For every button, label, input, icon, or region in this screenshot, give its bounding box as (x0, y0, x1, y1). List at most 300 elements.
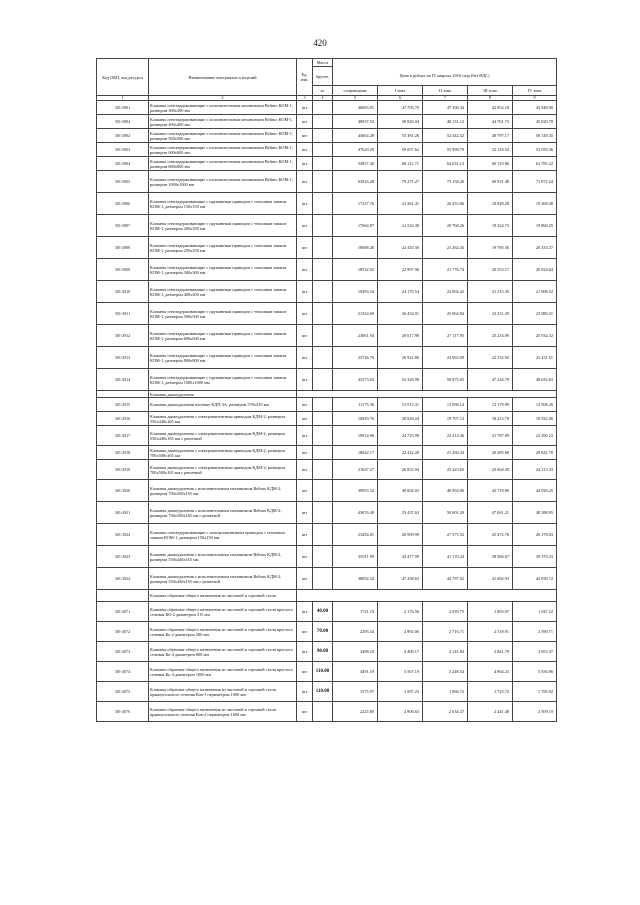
item-name: Клапаны обратные общего назначения из листовой и сортовой стали прямоугольного сечения Ков-1 периметром 1000 мм (149, 682, 297, 702)
item-mass (313, 412, 333, 426)
item-name: Клапаны дымоудаления с электромагнитным приводом КДМ-2, размером 700х500х165 мм с решеткой (149, 460, 297, 480)
price-zone1: 5 567.19 (378, 662, 423, 682)
price-zone2: 52 442.32 (423, 129, 468, 143)
price-zone2: 2 634.47 (423, 702, 468, 722)
price-zone4: 19 860.25 (513, 215, 557, 237)
price-zone2: 21 776.74 (423, 259, 468, 281)
resource-code: 301-2920 (97, 480, 149, 502)
table-row (97, 398, 557, 412)
header-mass-mid: брутто, (313, 67, 333, 86)
price-zone1: 2 892.06 (378, 622, 423, 642)
price-base: 54957.40 (333, 157, 378, 171)
price-base: 3496.18 (333, 642, 378, 662)
table-row (97, 143, 557, 157)
item-name: Клапаны огнезадерживающие с пружинным приводом с тепловым замком КОМ-1, размером 200х200 мм (149, 215, 297, 237)
section-code-cell (97, 590, 149, 602)
price-zone3: 25 233.09 (468, 325, 513, 347)
item-unit: шт (297, 546, 313, 568)
price-zone1: 38 820.04 (378, 115, 423, 129)
price-zone3: 21 787.09 (468, 426, 513, 446)
resource-code: 301-2923 (97, 546, 149, 568)
table-row (97, 115, 557, 129)
price-zone4: 20 333.37 (513, 237, 557, 259)
price-zone4: 1 785.92 (513, 682, 557, 702)
item-name: Клапаны огнезадерживающие с исполнительным механизмом Belimo КОМ-1, размером 600х600 мм (149, 143, 297, 157)
column-number: 3 (297, 96, 313, 101)
item-mass (313, 259, 333, 281)
resource-code: 301-2910 (97, 281, 149, 303)
price-zone2: 50 601.29 (423, 502, 468, 524)
item-mass (313, 325, 333, 347)
price-zone3: 69 931.48 (468, 171, 513, 193)
price-zone2: 13 096.14 (423, 398, 468, 412)
price-zone1: 22 997.96 (378, 259, 423, 281)
price-base: 21637.27 (333, 460, 378, 480)
price-zone4: 56 149.35 (513, 129, 557, 143)
price-zone2: 21 262.43 (423, 237, 468, 259)
price-zone4: 2 509.19 (513, 702, 557, 722)
item-mass (313, 460, 333, 480)
price-zone4: 45 020.78 (513, 115, 557, 129)
item-unit: шт (297, 682, 313, 702)
price-zone1: 68 211.71 (378, 157, 423, 171)
price-zone1: 26 454.91 (378, 303, 423, 325)
item-mass (313, 101, 333, 115)
item-name: Клапаны огнезадерживающие с исполнительным механизмом Belimo КОМ-1, размером 1000х1000 мм (149, 171, 297, 193)
item-mass (313, 193, 333, 215)
price-zone1: 49 602.03 (378, 480, 423, 502)
price-zone4: 61 785.22 (513, 157, 557, 171)
item-mass (313, 446, 333, 460)
price-base: 1575.97 (333, 682, 378, 702)
item-name: Клапаны дымоудаления с исполнительным механизмом Belimo КДМ-2, размером 550х440х165 мм с решеткой (149, 568, 297, 590)
item-name: Клапаны обратные общего назначения из листовой и сортовой стали прямоугольного сечения Ков-2 периметром 1600 мм (149, 702, 297, 722)
price-zone2: 4 141.84 (423, 642, 468, 662)
item-name: Клапаны обратные общего назначения из листовой и сортовой стали круглого сечения КО-2 диаметром 315 мм (149, 602, 297, 622)
header-zone3: III зона (468, 86, 513, 96)
item-name: Клапаны огнезадерживающие с исполнительным механизмом Belimo КОМ-1, размером 400х400 мм (149, 115, 297, 129)
price-base: 16829.76 (333, 412, 378, 426)
price-base: 11175.30 (333, 398, 378, 412)
item-mass (313, 303, 333, 325)
table-row (97, 446, 557, 460)
item-unit: шт (297, 602, 313, 622)
price-zone1: 26 852.94 (378, 460, 423, 480)
price-zone2: 48 131.12 (423, 115, 468, 129)
price-zone2: 25 064.84 (423, 303, 468, 325)
price-zone3: 19 324.73 (468, 215, 513, 237)
resource-code: 301-2906 (97, 193, 149, 215)
column-number: 2 (149, 96, 297, 101)
item-mass (313, 524, 333, 546)
price-base: 47629.29 (333, 143, 378, 157)
header-name: Наименование материалов и изделий (149, 59, 297, 96)
price-zone2: 5 248.54 (423, 662, 468, 682)
price-table (96, 58, 557, 722)
price-zone4: 3 953.37 (513, 642, 557, 662)
table-row (97, 259, 557, 281)
item-mass (313, 157, 333, 171)
table-row (97, 157, 557, 171)
price-zone1: 4 409.17 (378, 642, 423, 662)
price-zone4: 53 559.46 (513, 143, 557, 157)
price-zone3: 18 413.79 (468, 412, 513, 426)
item-mass: 40.00 (313, 602, 333, 622)
item-mass (313, 115, 333, 129)
price-zone2: 1 866.72 (423, 682, 468, 702)
price-zone3: 22 532.92 (468, 347, 513, 369)
item-name: Клапаны огнезадерживающие с пружинным приводом с тепловым замком КОМ-1, размером 800х800 мм (149, 347, 297, 369)
table-row (97, 702, 557, 722)
price-zone3: 4 864.23 (468, 662, 513, 682)
item-name: Клапаны огнезадерживающие с пружинным приводом с тепловым замком КОМ-1, размером 300х300 мм (149, 259, 297, 281)
price-zone2: 21 260.34 (423, 446, 468, 460)
price-zone1: 22 422.20 (378, 446, 423, 460)
item-unit: шт (297, 115, 313, 129)
table-row (97, 303, 557, 325)
item-name: Клапаны огнезадерживающие с пружинным приводом с тепловым замком КОМ-1, размером 400х400 мм (149, 281, 297, 303)
price-zone2: 27 117.95 (423, 325, 468, 347)
price-base: 23284.01 (333, 524, 378, 546)
table-row (97, 480, 557, 502)
price-zone2: 2 039.75 (423, 602, 468, 622)
resource-code: 301-2076 (97, 702, 149, 722)
price-base: 39953.32 (333, 480, 378, 502)
resource-code: 301-2917 (97, 426, 149, 446)
price-zone1: 55 381.26 (378, 129, 423, 143)
table-row (97, 568, 557, 590)
price-zone2: 20 768.26 (423, 215, 468, 237)
price-zone2: 27 375.52 (423, 524, 468, 546)
price-zone1: 26 921.80 (378, 347, 423, 369)
price-base: 44664.28 (333, 129, 378, 143)
resource-code: 301-2908 (97, 237, 149, 259)
item-mass: 110.00 (313, 682, 333, 702)
price-base: 17227.76 (333, 193, 378, 215)
resource-code: 301-2915 (97, 398, 149, 412)
item-unit: шт (297, 446, 313, 460)
price-zone4: 12 508.26 (513, 398, 557, 412)
table-row (97, 622, 557, 642)
price-zone3: 43 719.80 (468, 480, 513, 502)
item-mass (313, 480, 333, 502)
item-unit: шт (297, 412, 313, 426)
column-number: 9 (513, 96, 557, 101)
price-zone3: 21 315.39 (468, 281, 513, 303)
item-unit: шт (297, 369, 313, 391)
price-zone4: 20 842.78 (513, 446, 557, 460)
price-zone2: 24 963.09 (423, 347, 468, 369)
table-row (97, 546, 557, 568)
resource-code: 301-2914 (97, 369, 149, 391)
item-name: Клапаны огнезадерживающие с исполнительным механизмом Belimo КОМ-1, размером 500х500 мм (149, 129, 297, 143)
resource-code: 301-2905 (97, 171, 149, 193)
price-zone1: 28 909.99 (378, 524, 423, 546)
item-unit: шт (297, 642, 313, 662)
item-unit: шт (297, 568, 313, 590)
price-zone3: 20 253.17 (468, 259, 513, 281)
item-name: Клапаны дымоудаления с электромагнитным приводом КДМ-2, размером 700х500х165 мм (149, 446, 297, 460)
price-zone1: 1 997.23 (378, 682, 423, 702)
item-unit: шт (297, 193, 313, 215)
price-zone1: 43 477.99 (378, 546, 423, 568)
header-mass-unit: кг (313, 86, 333, 96)
resource-code: 301-2907 (97, 215, 149, 237)
price-zone1: 28 617.98 (378, 325, 423, 347)
price-zone2: 55 999.79 (423, 143, 468, 157)
item-unit: шт (297, 157, 313, 171)
price-zone4: 43 948.90 (513, 101, 557, 115)
price-zone4: 22 390.23 (513, 426, 557, 446)
price-zone3: 47 061.21 (468, 502, 513, 524)
price-zone3: 23 664.29 (468, 460, 513, 480)
header-price-title (333, 59, 557, 67)
resource-code: 301-2912 (97, 325, 149, 347)
item-unit: шт (297, 259, 313, 281)
item-mass (313, 143, 333, 157)
price-zone4: 1 947.52 (513, 602, 557, 622)
price-zone2: 50 875.05 (423, 369, 468, 391)
price-base: 18532.02 (333, 259, 378, 281)
item-name: Клапаны дымоудаления с электромагнитным приводом КДМ-2, размером 550х440х165 мм с решеткой (149, 426, 297, 446)
table-row (97, 215, 557, 237)
price-zone3: 2 518.91 (468, 622, 513, 642)
resource-code: 301-2074 (97, 662, 149, 682)
price-zone1: 20 826.24 (378, 412, 423, 426)
price-base: 38092.24 (333, 568, 378, 590)
section-empty-cell (297, 590, 557, 602)
resource-code: 301-2921 (97, 502, 149, 524)
item-unit: шт (297, 662, 313, 682)
price-zone4: 71 872.24 (513, 171, 557, 193)
price-base: 46065.91 (333, 101, 378, 115)
item-unit: шт (297, 303, 313, 325)
item-name: Клапаны огнезадерживающие с пружинным приводом с тепловым замком КОМ-1, размером 600х600 мм (149, 325, 297, 347)
item-name: Клапаны дымоудаления с исполнительным механизмом Belimo КДМ-2, размером 550х440х165 мм (149, 546, 297, 568)
resource-code: 301-2075 (97, 682, 149, 702)
price-zone3: 47 244.79 (468, 369, 513, 391)
table-row (97, 171, 557, 193)
price-base: 43076.49 (333, 502, 378, 524)
item-mass: 98.00 (313, 642, 333, 662)
table-row (97, 642, 557, 662)
item-name: Клапаны дымоудаления с исполнительным механизмом Belimo КДМ-2, размером 700х500х165 мм с решеткой (149, 502, 297, 524)
resource-code: 301-2072 (97, 622, 149, 642)
price-zone2: 44 797.02 (423, 568, 468, 590)
price-zone3: 1 893.97 (468, 602, 513, 622)
item-unit: шт (297, 426, 313, 446)
price-zone3: 12 179.99 (468, 398, 513, 412)
table-row (97, 502, 557, 524)
table-row (97, 369, 557, 391)
price-zone4: 23 431.51 (513, 347, 557, 369)
item-unit: шт (297, 237, 313, 259)
price-zone1: 21 532.38 (378, 215, 423, 237)
resource-code: 301-2903 (97, 143, 149, 157)
price-zone2: 22 902.42 (423, 281, 468, 303)
price-zone2: 64 631.13 (423, 157, 468, 171)
price-base: 23061.94 (333, 325, 378, 347)
price-zone4: 2 590.71 (513, 622, 557, 642)
price-zone2: 47 106.34 (423, 101, 468, 115)
item-unit: шт (297, 143, 313, 157)
item-unit: шт (297, 215, 313, 237)
price-zone4: 26 178.63 (513, 524, 557, 546)
price-base: 19914.96 (333, 426, 378, 446)
header-code: Код ОКП, код ресурса (97, 59, 149, 96)
table-row (97, 682, 557, 702)
price-zone4: 18 922.06 (513, 412, 557, 426)
price-zone4: 24 313.33 (513, 460, 557, 480)
price-zone3: 18 849.28 (468, 193, 513, 215)
item-unit: шт (297, 460, 313, 480)
price-base: 19493.54 (333, 281, 378, 303)
item-unit: шт (297, 347, 313, 369)
item-unit: шт (297, 398, 313, 412)
price-zone2: 2 716.71 (423, 622, 468, 642)
price-base: 2293.34 (333, 622, 378, 642)
price-base: 18042.17 (333, 446, 378, 460)
item-name: Клапаны обратные общего назначения из листовой и сортовой стали круглого сечения Ко-4 диаметром 1000 мм (149, 662, 297, 682)
price-zone2: 19 797.12 (423, 412, 468, 426)
price-zone4: 5 036.96 (513, 662, 557, 682)
item-unit: шт (297, 129, 313, 143)
item-unit: шт (297, 480, 313, 502)
price-zone2: 46 994.00 (423, 480, 468, 502)
resource-code: 301-2902 (97, 129, 149, 143)
item-mass (313, 281, 333, 303)
item-name: Клапаны дымоудаления с исполнительным механизмом Belimo КДМ-2, размером 700х500х165 мм (149, 480, 297, 502)
price-zone4: 42 839.72 (513, 568, 557, 590)
item-mass (313, 502, 333, 524)
price-zone1: 2 806.63 (378, 702, 423, 722)
price-zone3: 1 723.72 (468, 682, 513, 702)
price-zone1: 79 271.27 (378, 171, 423, 193)
price-zone3: 44 761.73 (468, 115, 513, 129)
item-mass (313, 546, 333, 568)
item-unit: шт (297, 325, 313, 347)
item-mass (313, 702, 333, 722)
price-zone3: 2 441.48 (468, 702, 513, 722)
item-mass (313, 369, 333, 391)
resource-code: 301-2073 (97, 642, 149, 662)
price-zone1: 47 298.63 (378, 568, 423, 590)
item-unit: шт (297, 281, 313, 303)
header-zone4: IV зона (513, 86, 557, 96)
item-name: Клапаны огнезадерживающие с пружинным приводом с тепловым замком КОМ-1, размером 150х150 мм (149, 193, 297, 215)
table-row (97, 101, 557, 115)
price-zone1: 24 170.54 (378, 281, 423, 303)
table-row (97, 237, 557, 259)
price-base: 43273.03 (333, 369, 378, 391)
price-zone4: 44 920.25 (513, 480, 557, 502)
price-zone1: 53 437.63 (378, 502, 423, 524)
section-row (97, 590, 557, 602)
price-zone2: 25 423.65 (423, 460, 468, 480)
resource-code: 301-2924 (97, 568, 149, 590)
resource-code: 301-2911 (97, 303, 149, 325)
price-zone1: 52 328.98 (378, 369, 423, 391)
price-zone4: 39 379.23 (513, 546, 557, 568)
price-zone3: 52 116.54 (468, 143, 513, 157)
price-zone4: 19 369.48 (513, 193, 557, 215)
table-row (97, 426, 557, 446)
price-zone4: 48 632.63 (513, 369, 557, 391)
price-base: 17664.87 (333, 215, 378, 237)
table-row (97, 347, 557, 369)
item-unit: шт (297, 171, 313, 193)
table-row (97, 129, 557, 143)
resource-code: 301-2904 (97, 157, 149, 171)
price-zone2: 20 253.06 (423, 193, 468, 215)
item-mass (313, 568, 333, 590)
header-price-title-text: Цена в рублях на IV квартал 2016 года (без НДС) (333, 67, 557, 86)
price-base: 1721.19 (333, 602, 378, 622)
table-row (97, 524, 557, 546)
price-zone1: 21 361.41 (378, 193, 423, 215)
price-base: 35011.99 (333, 546, 378, 568)
price-zone3: 23 331.29 (468, 303, 513, 325)
item-mass (313, 398, 333, 412)
page-number: 420 (313, 38, 327, 48)
price-zone1: 47 705.79 (378, 101, 423, 115)
item-mass: 70.00 (313, 622, 333, 642)
table-row (97, 662, 557, 682)
price-base: 21334.69 (333, 303, 378, 325)
table-row (97, 412, 557, 426)
price-base: 2225.80 (333, 702, 378, 722)
price-zone1: 24 725.99 (378, 426, 423, 446)
header-zone1: I зона (378, 86, 423, 96)
price-base: 63925.28 (333, 171, 378, 193)
column-number: 4 (313, 96, 333, 101)
item-unit: шт (297, 524, 313, 546)
resource-code: 301-2901 (97, 101, 149, 115)
item-name: Клапаны обратные общего назначения из листовой и сортовой стали круглого сечения Ко-4 диаметром 800 мм (149, 642, 297, 662)
table-row (97, 460, 557, 480)
column-number: 5 (333, 96, 378, 101)
item-mass (313, 237, 333, 259)
price-base: 18088.40 (333, 237, 378, 259)
table-row (97, 281, 557, 303)
item-name: Клапаны огнезадерживающие с пружинным приводом с тепловым замком КОМ-1, размером 500х500 мм (149, 303, 297, 325)
price-zone3: 38 306.67 (468, 546, 513, 568)
table-row (97, 193, 557, 215)
section-row (97, 391, 557, 398)
price-zone3: 41 682.93 (468, 568, 513, 590)
item-name: Клапаны огнезадерживающие с электромагнитным приводом с тепловым замком КОМ-1, размером 150х150 мм (149, 524, 297, 546)
price-zone1: 59 057.62 (378, 143, 423, 157)
section-title: Клапаны обратные общего назначения из листовой и сортовой стали (149, 590, 297, 602)
price-zone3: 48 797.17 (468, 129, 513, 143)
table-row (97, 325, 557, 347)
price-zone3: 3 841.79 (468, 642, 513, 662)
column-number: 1 (97, 96, 149, 101)
item-unit: шт (297, 622, 313, 642)
price-base: 40937.52 (333, 115, 378, 129)
section-code-cell (97, 391, 149, 398)
price-zone2: 41 170.24 (423, 546, 468, 568)
item-name: Клапаны дымоудаления с электромагнитным приводом КДМ-2, размером 550х440х165 мм (149, 412, 297, 426)
price-zone3: 19 785.56 (468, 237, 513, 259)
header-mass-top: Масса (313, 59, 333, 67)
resource-code: 301-2916 (97, 412, 149, 426)
price-base: 23726.76 (333, 347, 378, 369)
column-number: 6 (378, 96, 423, 101)
item-name: Клапаны огнезадерживающие с исполнительным механизмом Belimo КОМ-1, размером 800х800 мм (149, 157, 297, 171)
price-zone4: 25 932.32 (513, 325, 557, 347)
price-zone2: 75 158.20 (423, 171, 468, 193)
